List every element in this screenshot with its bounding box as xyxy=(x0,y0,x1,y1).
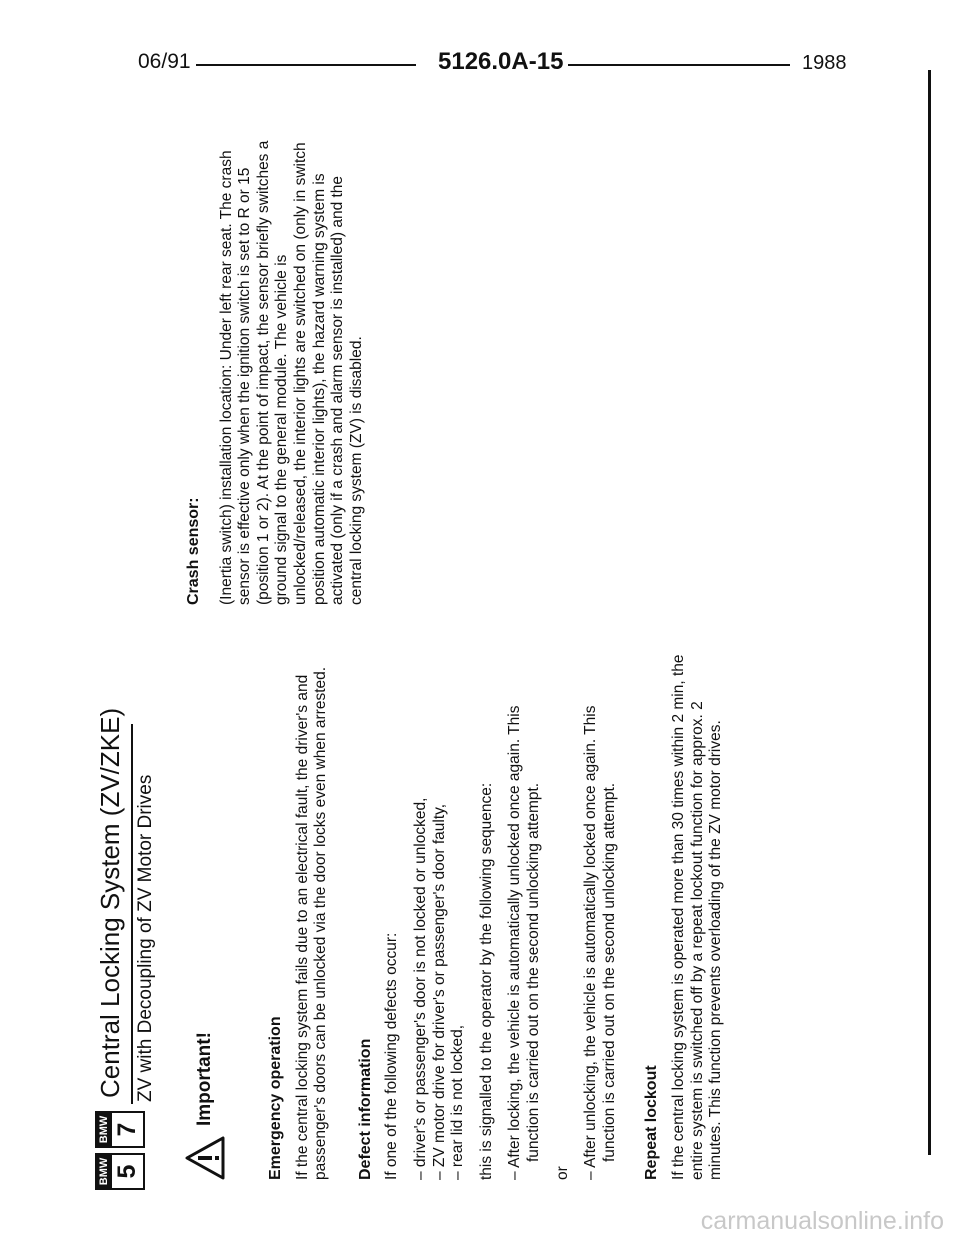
warning-icon xyxy=(185,1136,225,1180)
document-code: 5126.0A-15 xyxy=(438,48,564,75)
emergency-heading: Emergency operation xyxy=(267,1016,284,1180)
repeat-heading: Repeat lockout xyxy=(643,1065,661,1180)
watermark: carmanualsonline.info xyxy=(700,1207,944,1235)
repeat-text: If the central locking system is operated more than 30 times within 2 min, the entire system is switched off by a repeat lockout function for approx. 2 minutes. This function prevents overloading of the ZV motor drives. xyxy=(669,654,725,1180)
page-edge-rule xyxy=(928,70,931,1155)
important-notice xyxy=(185,650,225,1180)
bmw-badge-7 xyxy=(95,1111,145,1148)
left-column xyxy=(185,650,736,1180)
emergency-text: If the central locking system fails due to an electrical fault, the driver's and passenger's doors can be unlocked via the door locks even when arrested. xyxy=(293,666,330,1180)
defect-heading: Defect information xyxy=(356,1038,374,1180)
defect-signal-text: this is signalled to the operator by the following sequence: xyxy=(477,782,495,1180)
rotated-content xyxy=(95,110,735,1190)
badge-number: 7 xyxy=(113,1122,141,1137)
page-title: Central Locking System (ZV/ZKE) xyxy=(95,707,125,1098)
header-date: 06/91 xyxy=(138,50,191,73)
crash-heading: Crash sensor: xyxy=(185,497,202,605)
important-label: Important! xyxy=(193,1032,215,1126)
bmw-badge-5 xyxy=(95,1153,145,1190)
badge-number: 5 xyxy=(113,1164,141,1179)
defect-or: or xyxy=(553,1166,571,1180)
list-item: – driver's or passenger's door is not locked or unlocked, xyxy=(411,797,429,1180)
defect-sequence-2: – After unlocking, the vehicle is automatically locked once again. This function is carried out on the second unlocking attempt. xyxy=(582,705,618,1180)
page-subtitle: ZV with Decoupling of ZV Motor Drives xyxy=(135,774,156,1102)
header-rule-right xyxy=(568,64,790,66)
crash-text: (Inertia switch) installation location: Under left rear seat. The crash sensor is effective only when the ignition switch is set to R or 15 (position 1 or 2). At the point of impact, the sensor briefly switches a ground signal to the general module. The vehicle is unlocked/released, the interior lights are switched on (only in switch position automatic interior lights), the hazard warning system is activated (only if a crash and alarm sensor is installed) and the central locking system (ZV) is disabled. xyxy=(217,140,365,605)
badge-brand: BMW xyxy=(97,1113,112,1146)
header-year: 1988 xyxy=(802,52,847,74)
list-item: – rear lid is not locked, xyxy=(449,1024,467,1180)
right-column xyxy=(185,135,376,605)
defect-intro: If one of the following defects occur: xyxy=(383,932,401,1180)
defect-list xyxy=(412,650,468,1180)
badge-brand: BMW xyxy=(97,1155,112,1188)
list-item: – ZV motor drive for driver's or passenger's door faulty, xyxy=(430,803,448,1180)
title-rule xyxy=(131,724,133,1104)
header-rule-left xyxy=(196,64,416,66)
defect-sequence-1: – After locking, the vehicle is automatically unlocked once again. This function is carried out on the second unlocking attempt. xyxy=(506,705,542,1180)
